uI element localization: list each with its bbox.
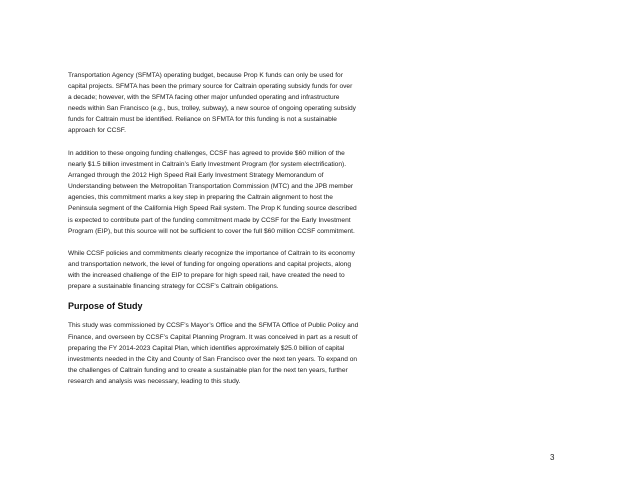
heading-spacer xyxy=(68,292,454,300)
page-content xyxy=(68,70,454,387)
heading-spacer xyxy=(68,312,454,320)
section-heading: Purpose of Study xyxy=(68,301,143,312)
page-number: 3 xyxy=(550,453,555,462)
paragraph-early-investment xyxy=(68,148,454,237)
text-line: Finance, and overseen by CCSF’s Capital Planning Program. It was conceived in part as a result of xyxy=(68,333,358,341)
text-line: agencies, this commitment marks a key step in preparing the Caltrain alignment to host the xyxy=(68,194,333,202)
text-line: prepare a sustainable financing strategy for CCSF’s Caltrain obligations. xyxy=(68,283,279,291)
text-line: with the increased challenge of the EIP to prepare for high speed rail, have created the need to xyxy=(68,272,345,280)
text-line: approach for CCSF. xyxy=(68,127,126,135)
paragraph-study-purpose xyxy=(68,320,454,387)
text-line: In addition to these ongoing funding challenges, CCSF has agreed to provide $60 million of the xyxy=(68,149,345,157)
text-line: Peninsula segment of the California High Speed Rail system. The Prop K funding source described xyxy=(68,205,357,213)
text-line: the challenges of Caltrain funding and to create a sustainable plan for the next ten years, further xyxy=(68,366,348,374)
text-line: research and analysis was necessary, leading to this study. xyxy=(68,377,241,385)
text-line: preparing the FY 2014-2023 Capital Plan, which identifies approximately $25.0 billion of capital xyxy=(68,344,345,352)
text-line: nearly $1.5 billion investment in Caltrain’s Early Investment Program (for system electrification). xyxy=(68,161,347,169)
text-line: needs within San Francisco (e.g., bus, trolley, subway), a new source of ongoing operating subsidy xyxy=(68,105,356,113)
paragraph-spacer xyxy=(68,237,454,248)
text-line: Program (EIP), but this source will not be sufficient to cover the full $60 million CCSF commitment. xyxy=(68,227,355,235)
text-line: and transportation network, the level of funding for ongoing operations and capital projects, along xyxy=(68,261,351,269)
text-line: Arranged through the 2012 High Speed Rail Early Investment Strategy Memorandum of xyxy=(68,172,324,180)
text-line: This study was commissioned by CCSF’s Mayor’s Office and the SFMTA Office of Public Policy and xyxy=(68,322,359,330)
text-line: Understanding between the Metropolitan Transportation Commission (MTC) and the JPB member xyxy=(68,183,354,191)
paragraph-ccsf-policies xyxy=(68,248,454,292)
text-line: capital projects. SFMTA has been the primary source for Caltrain operating subsidy funds for over xyxy=(68,83,353,91)
text-line: investments needed in the City and County of San Francisco over the next ten years. To expand on xyxy=(68,355,358,363)
paragraph-sfmta-funding xyxy=(68,70,454,137)
text-line: is expected to contribute part of the funding commitment made by CCSF for the Early Investment xyxy=(68,216,351,224)
text-line: Transportation Agency (SFMTA) operating budget, because Prop K funds can only be used for xyxy=(68,72,343,79)
text-line: funds for Caltrain must be identified. Reliance on SFMTA for this funding is not a sustainable xyxy=(68,116,337,124)
text-line: While CCSF policies and commitments clearly recognize the importance of Caltrain to its economy xyxy=(68,250,355,258)
text-line: a decade; however, with the SFMTA facing other major unfunded operating and infrastructure xyxy=(68,94,340,102)
paragraph-spacer xyxy=(68,137,454,148)
